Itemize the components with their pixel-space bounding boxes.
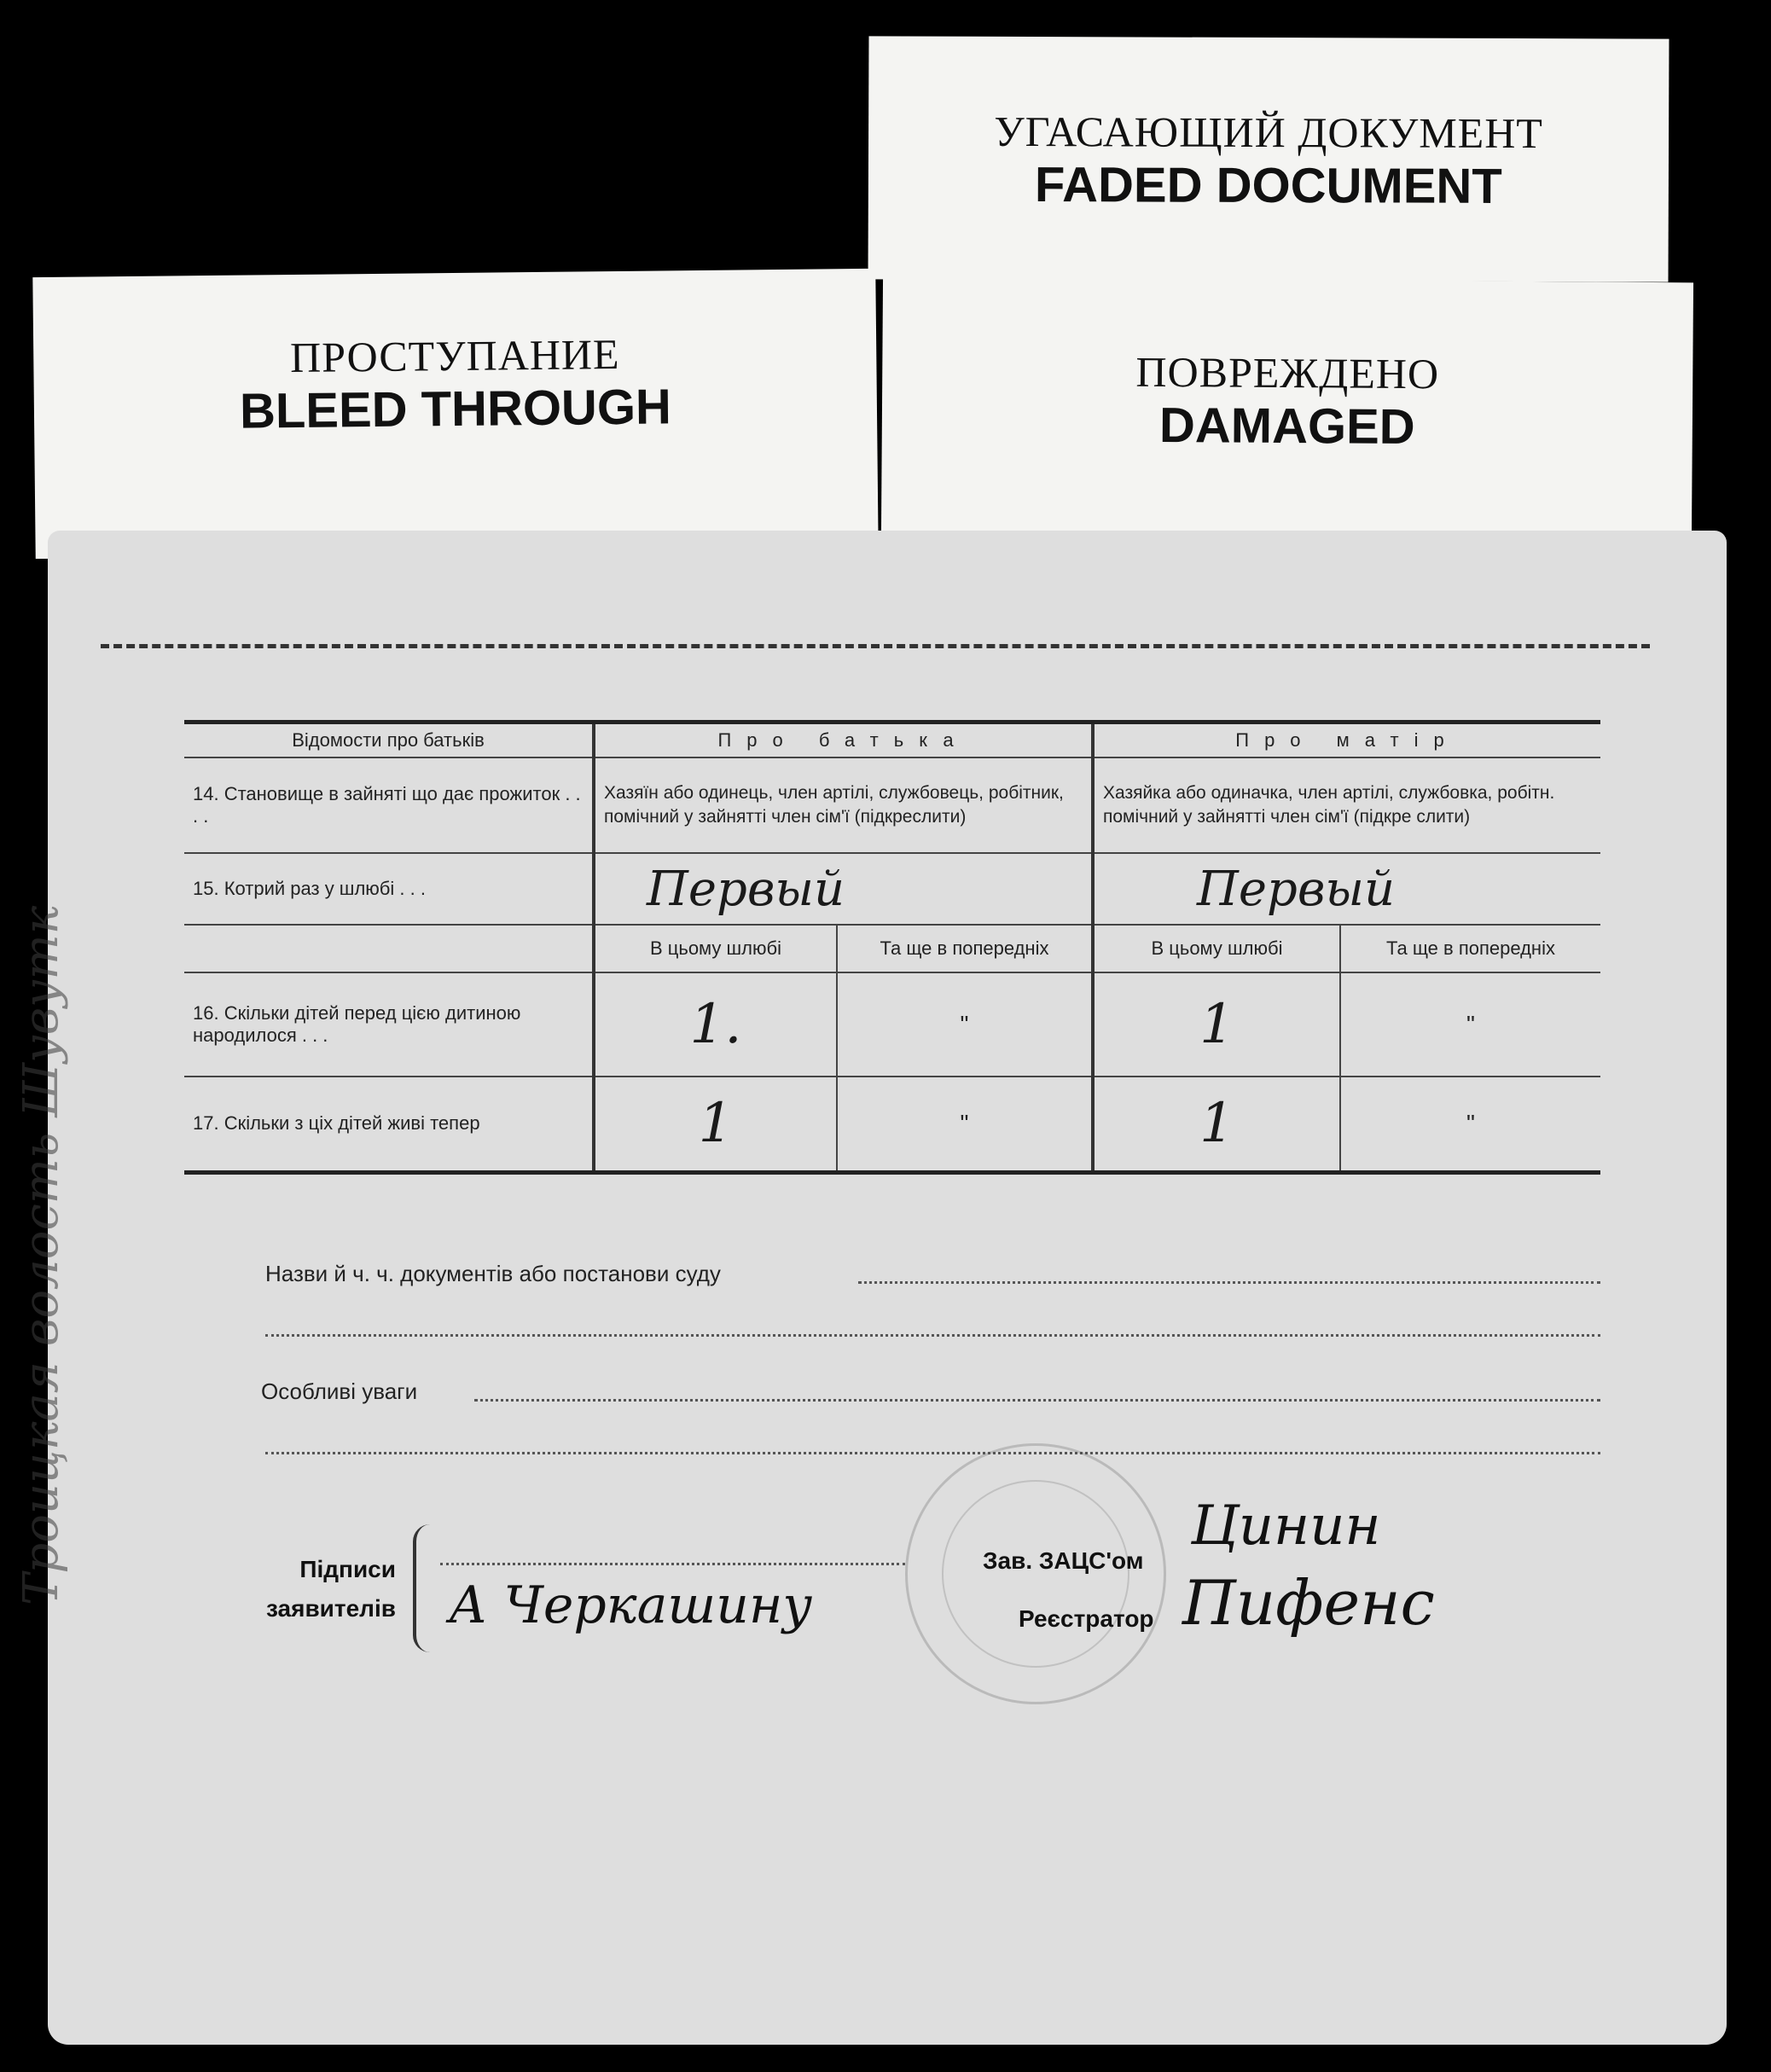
remarks-label: Особливі уваги (261, 1378, 418, 1404)
documents-label: Назви й ч. ч. документів або постанови суду (265, 1261, 721, 1286)
applicant-signature: А Черкашину (449, 1576, 813, 1635)
faded-document-card (868, 36, 1669, 281)
margin-handwritten-note: Троицкая волость Шувутк (14, 905, 69, 1605)
bleed-through-card (32, 269, 878, 559)
row15-father-value: Первый (594, 853, 1093, 925)
damaged-card-ru: ПОВРЕЖДЕНО (1135, 347, 1440, 398)
row16-father-prev: " (837, 972, 1093, 1077)
signature-line-1 (440, 1563, 905, 1565)
damaged-card-en: DAMAGED (1158, 397, 1415, 456)
parents-info-table (184, 720, 1600, 1175)
subheader-mother-this: В цьому шлюбі (1093, 925, 1340, 972)
registrar-signature: Пифенс (1182, 1567, 1435, 1639)
row17-father-this: 1 (594, 1077, 837, 1172)
bleed-card-en: BLEED THROUGH (239, 379, 672, 439)
bleed-card-ru: ПРОСТУПАНИЕ (289, 329, 620, 382)
head-signature: Цинин (1191, 1495, 1381, 1558)
header-mother: Про матір (1093, 723, 1600, 758)
subheader-father-prev: Та ще в попередніх (837, 925, 1093, 972)
faded-card-en: FADED DOCUMENT (1034, 157, 1502, 214)
row15-label: 15. Котрий раз у шлюбі . . . (184, 853, 594, 925)
remarks-dotted-line-2 (265, 1452, 1600, 1454)
row14-father-options: Хазяїн або одинець, член артілі, службовець, робітник, помічний у зайнятті член сім'ї (підкреслити) (594, 757, 1093, 853)
row15-mother-value: Первый (1093, 853, 1600, 925)
documents-dotted-line-2 (265, 1334, 1600, 1337)
registrar-label: Реєстратор (1019, 1605, 1154, 1632)
signatures-brace (413, 1524, 433, 1652)
signatures-label-line2: заявителів (266, 1595, 396, 1622)
documents-dotted-line (858, 1281, 1600, 1284)
subheader-father-this: В цьому шлюбі (594, 925, 837, 972)
subheader-empty (184, 925, 594, 972)
faded-card-ru: УГАСАЮЩИЙ ДОКУМЕНТ (994, 107, 1544, 158)
row14-label: 14. Становище в зайняті що дає прожиток . . . . (184, 757, 594, 853)
row17-mother-this: 1 (1093, 1077, 1340, 1172)
document-page (14, 531, 1727, 2045)
row17-label: 17. Скільки з ціх дітей живі тепер (184, 1077, 594, 1172)
head-zags-label: Зав. ЗАЦС'ом (983, 1547, 1144, 1574)
applicant-signatures-label (266, 1550, 396, 1628)
row16-mother-this: 1 (1093, 972, 1340, 1077)
header-parents-info: Відомости про батьків (184, 723, 594, 758)
damaged-card (881, 277, 1693, 539)
header-father: Про батька (594, 723, 1093, 758)
row16-label: 16. Скільки дітей перед цією дитиною народилося . . . (184, 972, 594, 1077)
subheader-mother-prev: Та ще в попередніх (1340, 925, 1600, 972)
row17-father-prev: " (837, 1077, 1093, 1172)
row16-father-this: 1. (594, 972, 837, 1077)
perforation-line (101, 644, 1650, 648)
row17-mother-prev: " (1340, 1077, 1600, 1172)
remarks-dotted-line (474, 1399, 1600, 1402)
row16-mother-prev: " (1340, 972, 1600, 1077)
row14-mother-options: Хазяйка або одиначка, член артілі, службовка, робітн. помічний у зайнятті член сім'ї (підкре слити) (1093, 757, 1600, 853)
signatures-label-line1: Підписи (299, 1556, 396, 1582)
